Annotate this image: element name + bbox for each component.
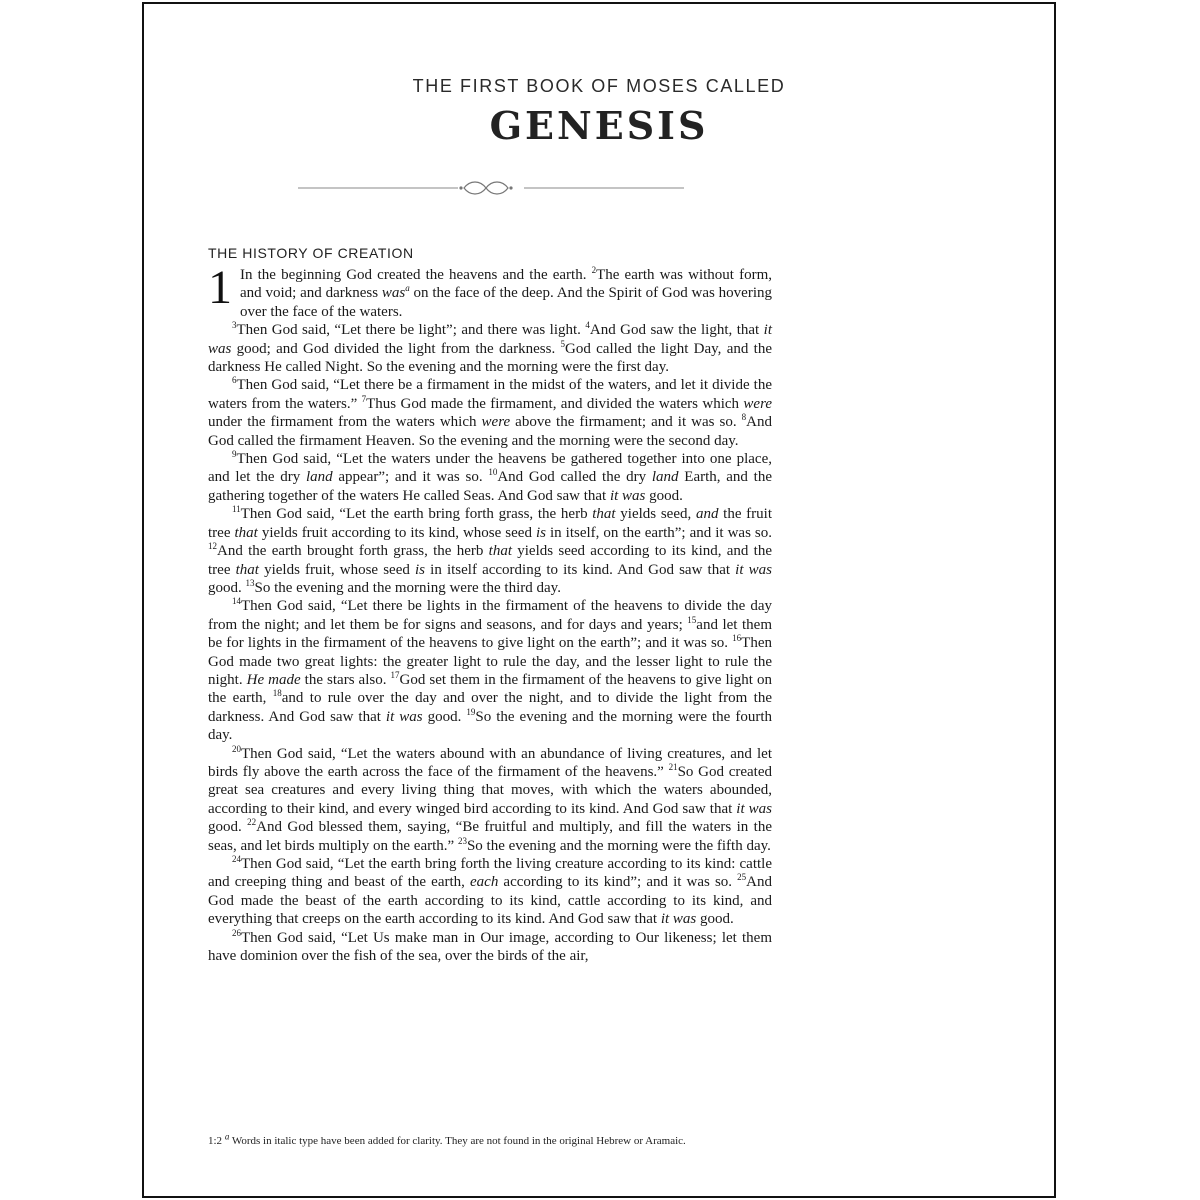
footnote-marker: a — [224, 1131, 230, 1142]
verse-number: 18 — [272, 688, 282, 699]
section-heading: THE HISTORY OF CREATION — [208, 245, 414, 261]
verse-number: 20 — [232, 743, 241, 754]
italic-text: it was — [208, 322, 772, 357]
verse-number: 8 — [741, 412, 747, 423]
italic-text: that — [235, 561, 259, 578]
verse-paragraph: $^9$Then God said, “Let the waters under the heavens be gathered together into one place, and let the dry land appear”; and it was so. $^{10}$And God called the dry land Earth, and the gathering together of the waters He called Seas. And God saw that it was good. — [208, 449, 772, 504]
verse-number: 10 — [488, 467, 498, 478]
verse-number: 17 — [390, 669, 400, 680]
verse-paragraph: 1 In the beginning God created the heavens and the earth. $^2$The earth was without form, and void; and darkness was$^a$ on the face of the deep. And the Spirit of God was hovering over the face of the waters. — [208, 261, 772, 320]
verse-number: 21 — [668, 761, 678, 772]
italic-text: is — [535, 524, 546, 541]
pre-title: THE FIRST BOOK OF MOSES CALLED — [412, 76, 786, 96]
verse-number: 7 — [361, 393, 367, 404]
verse-number: 24 — [232, 854, 241, 864]
footnote-ref: 1:2 — [208, 1135, 223, 1147]
verse-paragraph: $^{24}$Then God said, “Let the earth bring forth the living creature according to its kind: cattle and creeping thing and beast of the earth, each according to its kind”; and it was so. $^{25}$And God made the beast of the earth according to its kind, cattle according to its kind, and everything that creeps on the earth according to its kind. And God saw that it was good. — [208, 854, 772, 928]
verse-number: 2 — [591, 265, 597, 275]
scripture-body — [208, 261, 773, 965]
italic-text: land — [651, 469, 679, 486]
italic-text: that — [592, 506, 616, 523]
verse-paragraph: $^{20}$Then God said, “Let the waters abound with an abundance of living creatures, and let birds fly above the earth across the face of the firmament of the heavens.” $^{21}$So God created great sea creatures and every living thing that moves, with which the waters abounded, according to their kind, and every winged bird according to its kind. And God saw that it was good. $^{22}$And God blessed them, saying, “Be fruitful and multiply, and fill the waters in the seas, and let birds multiply on the earth.” $^{23}$So the evening and the morning were the fifth day. — [208, 743, 772, 854]
verse-paragraph: $^{11}$Then God said, “Let the earth bring forth grass, the herb that yields seed, and the fruit tree that yields fruit according to its kind, whose seed is in itself, on the earth”; and it was so. $^{12}$And the earth brought forth grass, the herb that yields seed according to its kind, and the tree that yields fruit, whose seed is in itself according to its kind. And God saw that it was good. $^{13}$So the evening and the morning were the third day. — [208, 504, 773, 596]
italic-text: each — [470, 874, 499, 891]
verse-number: 16 — [732, 633, 742, 644]
verse-number: 13 — [245, 577, 255, 588]
page — [142, 2, 1056, 1198]
italic-text: it was — [736, 800, 772, 817]
italic-text: and — [695, 506, 719, 523]
verse-number: 26 — [232, 927, 241, 938]
verse-number: 6 — [232, 375, 237, 386]
verse-paragraph: $^{14}$Then God said, “Let there be lights in the firmament of the heavens to divide the day from the night; and let them be for signs and seasons, and for days and years; $^{15}$and let them be for lights in the firmament of the heavens to give light on the earth”; and it was so. $^{16}$Then God made two great lights: the greater light to rule the day, and the lesser light to rule the night. He made the stars also. $^{17}$God set them in the firmament of the heavens to give light on the earth, $^{18}$and to rule over the day and over the night, and to divide the light from the darkness. And God saw that it was good. $^{19}$So the evening and the morning were the fourth day. — [208, 596, 772, 744]
verse-number: 14 — [232, 596, 241, 607]
footnote — [208, 1131, 768, 1149]
italic-text: land — [305, 469, 333, 486]
footnote-marker[interactable]: a — [405, 283, 410, 294]
verse-number: 25 — [737, 872, 747, 883]
verse-number: 19 — [466, 706, 476, 717]
verse-number: 12 — [208, 541, 217, 552]
verse-number: 3 — [232, 320, 237, 331]
italic-text: was — [381, 285, 406, 302]
italic-text: it was — [609, 487, 646, 504]
ornament-divider — [298, 178, 684, 198]
verse-number: 23 — [457, 835, 467, 846]
chapter-number: 1 — [208, 261, 232, 314]
footnote-text: Words in italic type have been added for clarity. They are not found in the original Hebrew or Aramaic. — [229, 1135, 686, 1147]
italic-text: it was — [385, 708, 423, 725]
italic-text: that — [234, 524, 258, 541]
verse-paragraph: $^6$Then God said, “Let there be a firmament in the midst of the waters, and let it divide the waters from the waters.” $^7$Thus God made the firmament, and divided the waters which were under the firmament from the waters which were above the firmament; and it was so. $^8$And God called the firmament Heaven. So the evening and the morning were the second day. — [208, 375, 773, 449]
italic-text: He made — [246, 671, 301, 688]
verse-number: 9 — [232, 449, 237, 460]
verse-number: 5 — [560, 338, 565, 349]
book-title: GENESIS — [489, 103, 709, 148]
italic-text: is — [415, 561, 426, 578]
italic-text: it was — [660, 911, 697, 928]
italic-text: were — [743, 395, 773, 412]
verse-number: 22 — [247, 817, 257, 828]
title-block — [144, 76, 1054, 148]
verse-number: 4 — [585, 320, 590, 331]
verse-paragraph: $^3$Then God said, “Let there be light”; and there was light. $^4$And God saw the light, that it was good; and God divided the light from the darkness. $^5$God called the light Day, and the darkness He called Night. So the evening and the morning were the first day. — [208, 320, 772, 376]
verse-number: 11 — [232, 504, 241, 515]
italic-text: it was — [735, 561, 772, 578]
verse-paragraph: $^{26}$Then God said, “Let Us make man in Our image, according to Our likeness; let them have dominion over the fish of the sea, over the birds of the air, — [208, 927, 772, 965]
italic-text: were — [481, 414, 511, 431]
verse-number: 15 — [687, 614, 697, 625]
italic-text: that — [488, 543, 512, 560]
